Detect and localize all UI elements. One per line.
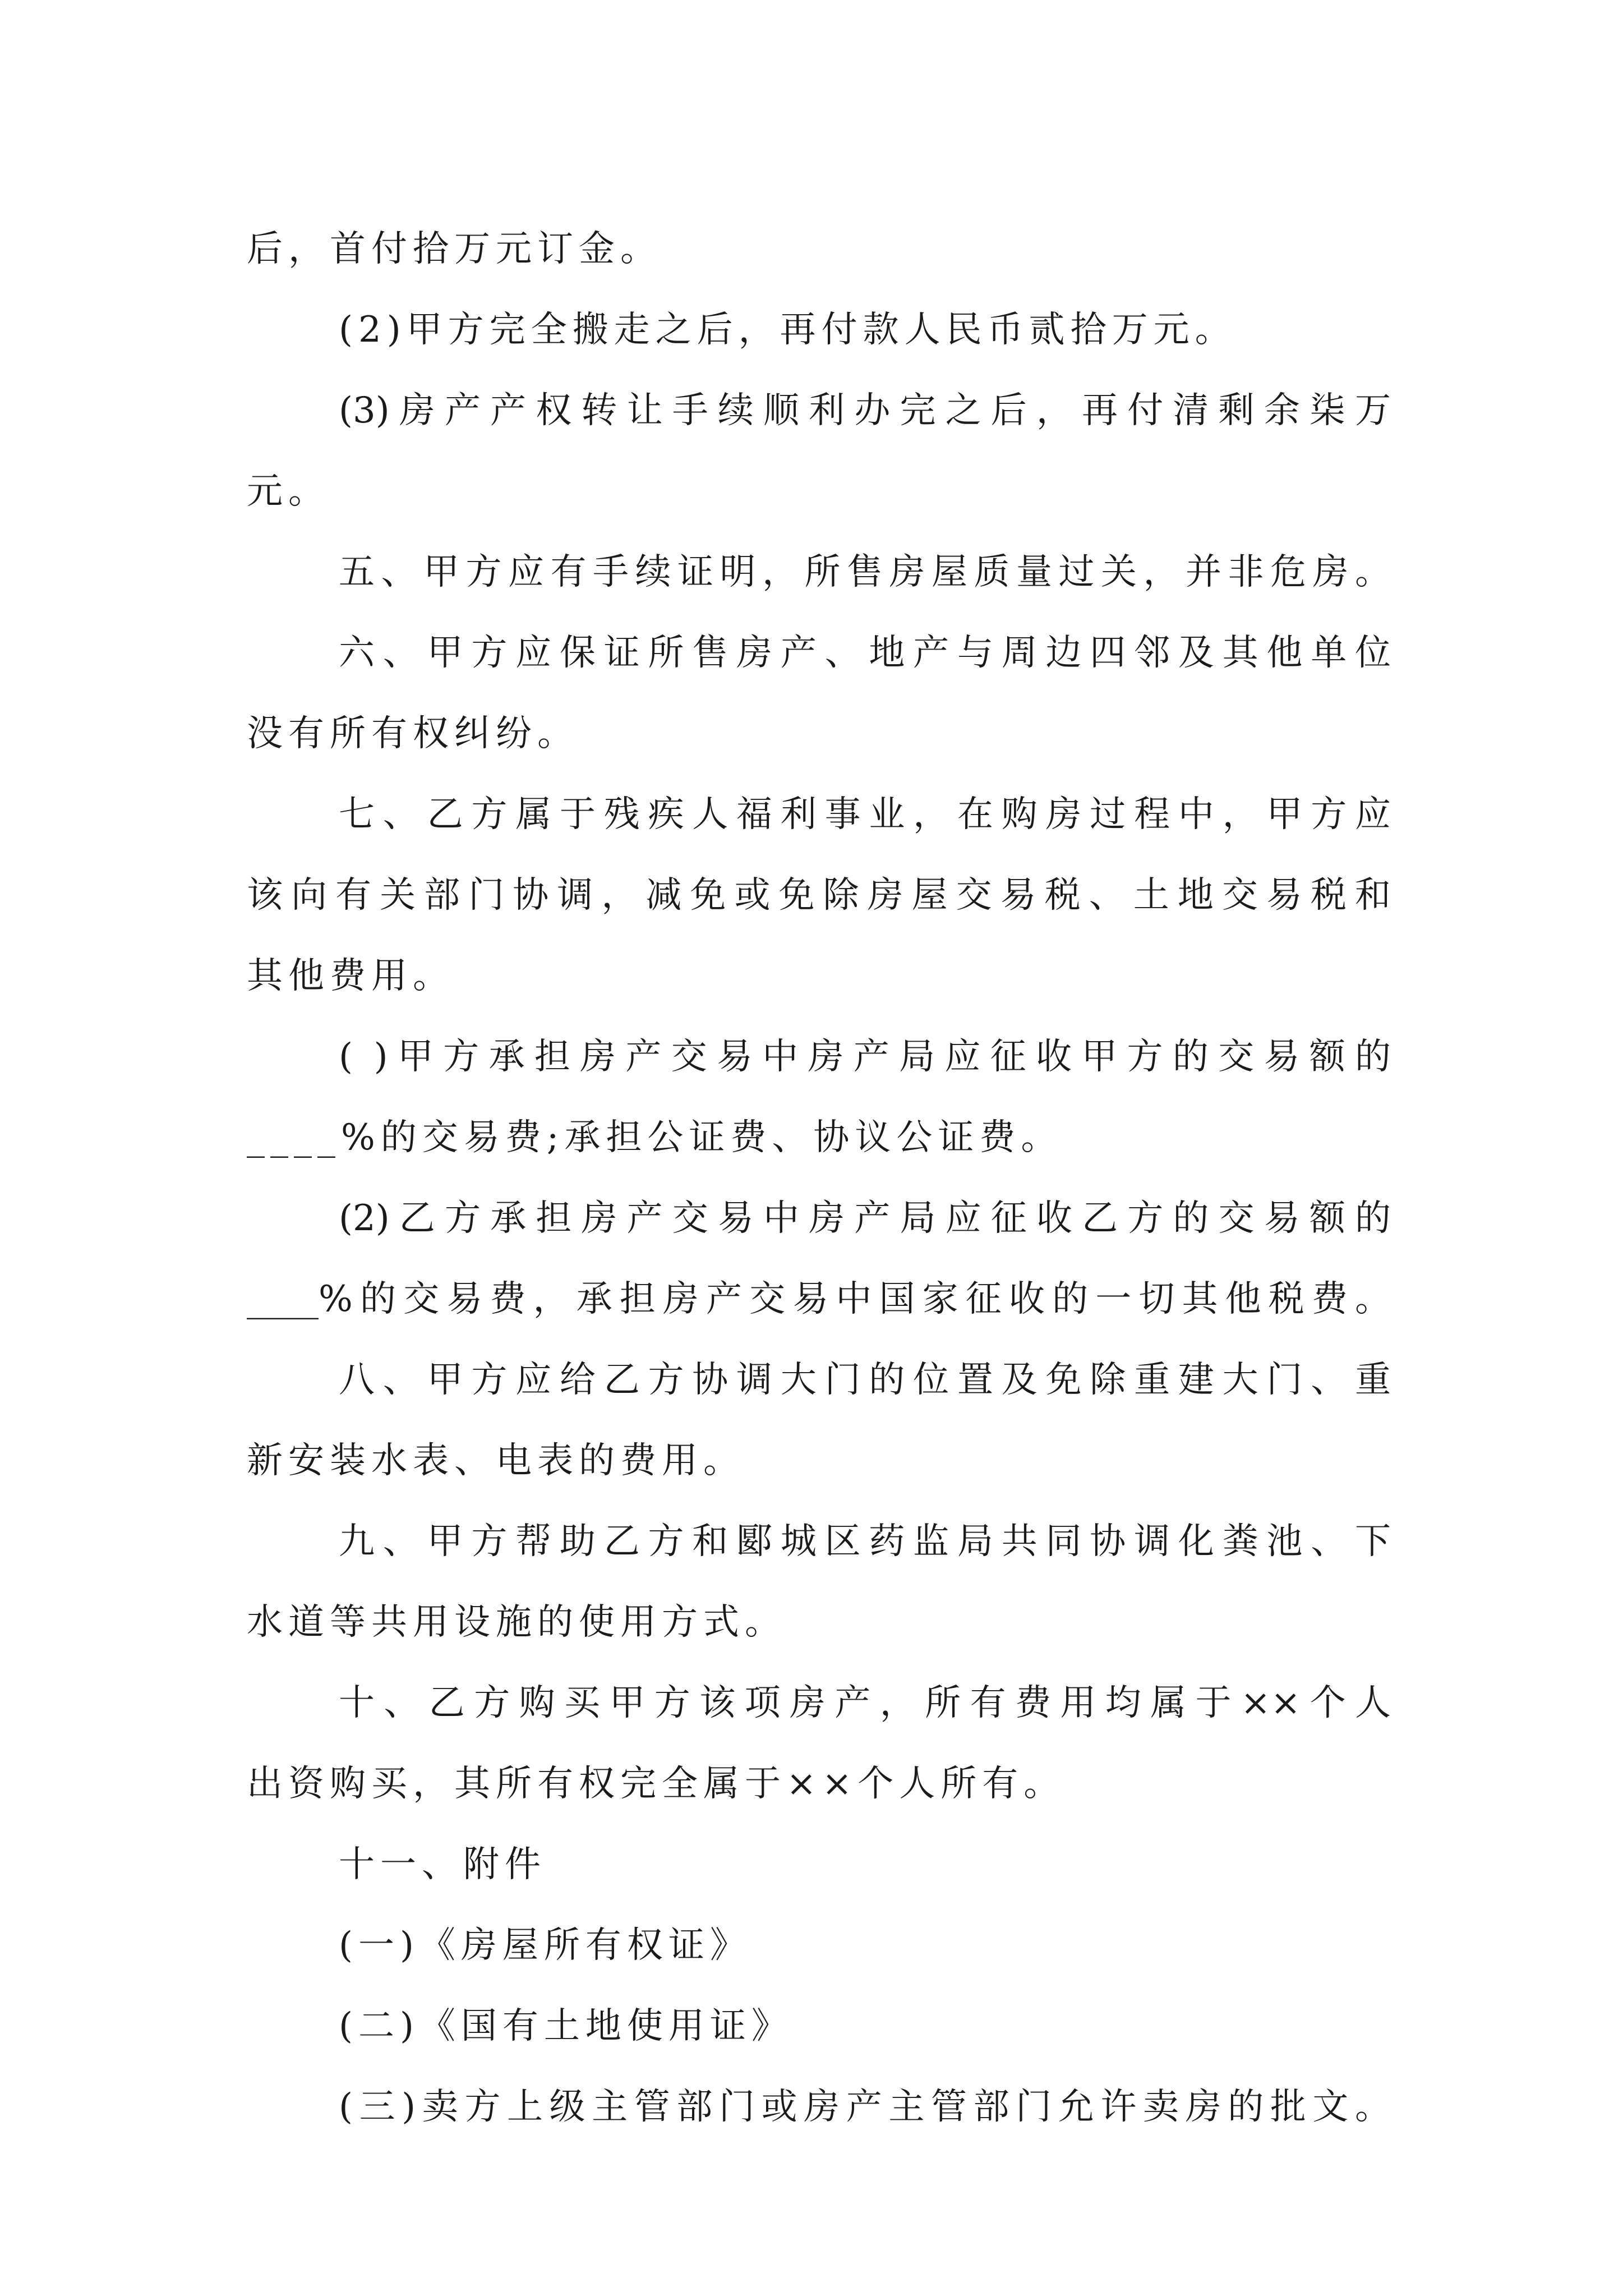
document-page <box>247 209 1391 2147</box>
text-line-24: (三)卖方上级主管部门或房产主管部门允许卖房的批文。 <box>339 2086 1391 2128</box>
text-line-3: (3)房产产权转让手续顺利办完之后，再付清剩余柒万 <box>339 390 1391 431</box>
text-line-21: 十一、附件 <box>339 1844 546 1885</box>
text-line-20: 出资购买，其所有权完全属于××个人所有。 <box>247 1763 1066 1805</box>
text-line-23: (二)《国有土地使用证》 <box>339 2005 793 2047</box>
text-line-15: 八、甲方应给乙方协调大门的位置及免除重建大门、重 <box>339 1359 1391 1401</box>
text-line-22: (一)《房屋所有权证》 <box>339 1925 751 1966</box>
text-line-19: 十、乙方购买甲方该项房产，所有费用均属于××个人 <box>339 1682 1391 1724</box>
text-line-13: (2)乙方承担房产交易中房产局应征收乙方的交易额的 <box>339 1198 1391 1239</box>
text-line-8: 七、乙方属于残疾人福利事业，在购房过程中，甲方应 <box>339 794 1391 835</box>
text-line-1: 后，首付拾万元订金。 <box>247 228 662 270</box>
text-line-10: 其他费用。 <box>247 955 454 997</box>
text-line-5: 五、甲方应有手续证明，所售房屋质量过关，并非危房。 <box>339 551 1391 593</box>
text-line-18: 水道等共用设施的使用方式。 <box>247 1602 786 1643</box>
text-line-9: 该向有关部门协调，减免或免除房屋交易税、土地交易税和 <box>247 875 1391 916</box>
text-line-17: 九、甲方帮助乙方和郾城区药监局共同协调化粪池、下 <box>339 1521 1391 1562</box>
text-line-7: 没有所有权纠纷。 <box>247 713 579 754</box>
text-line-4: 元。 <box>247 471 330 512</box>
text-line-16: 新安装水表、电表的费用。 <box>247 1440 745 1481</box>
text-line-2: (2)甲方完全搬走之后，再付款人民币贰拾万元。 <box>339 309 1237 351</box>
text-line-11: ( )甲方承担房产交易中房产局应征收甲方的交易额的 <box>339 1036 1391 1078</box>
text-line-6: 六、甲方应保证所售房产、地产与周边四邻及其他单位 <box>339 632 1391 674</box>
text-line-14: ____%的交易费，承担房产交易中国家征收的一切其他税费。 <box>247 1278 1391 1320</box>
text-line-12: ____%的交易费;承担公证费、协议公证费。 <box>247 1117 1063 1158</box>
